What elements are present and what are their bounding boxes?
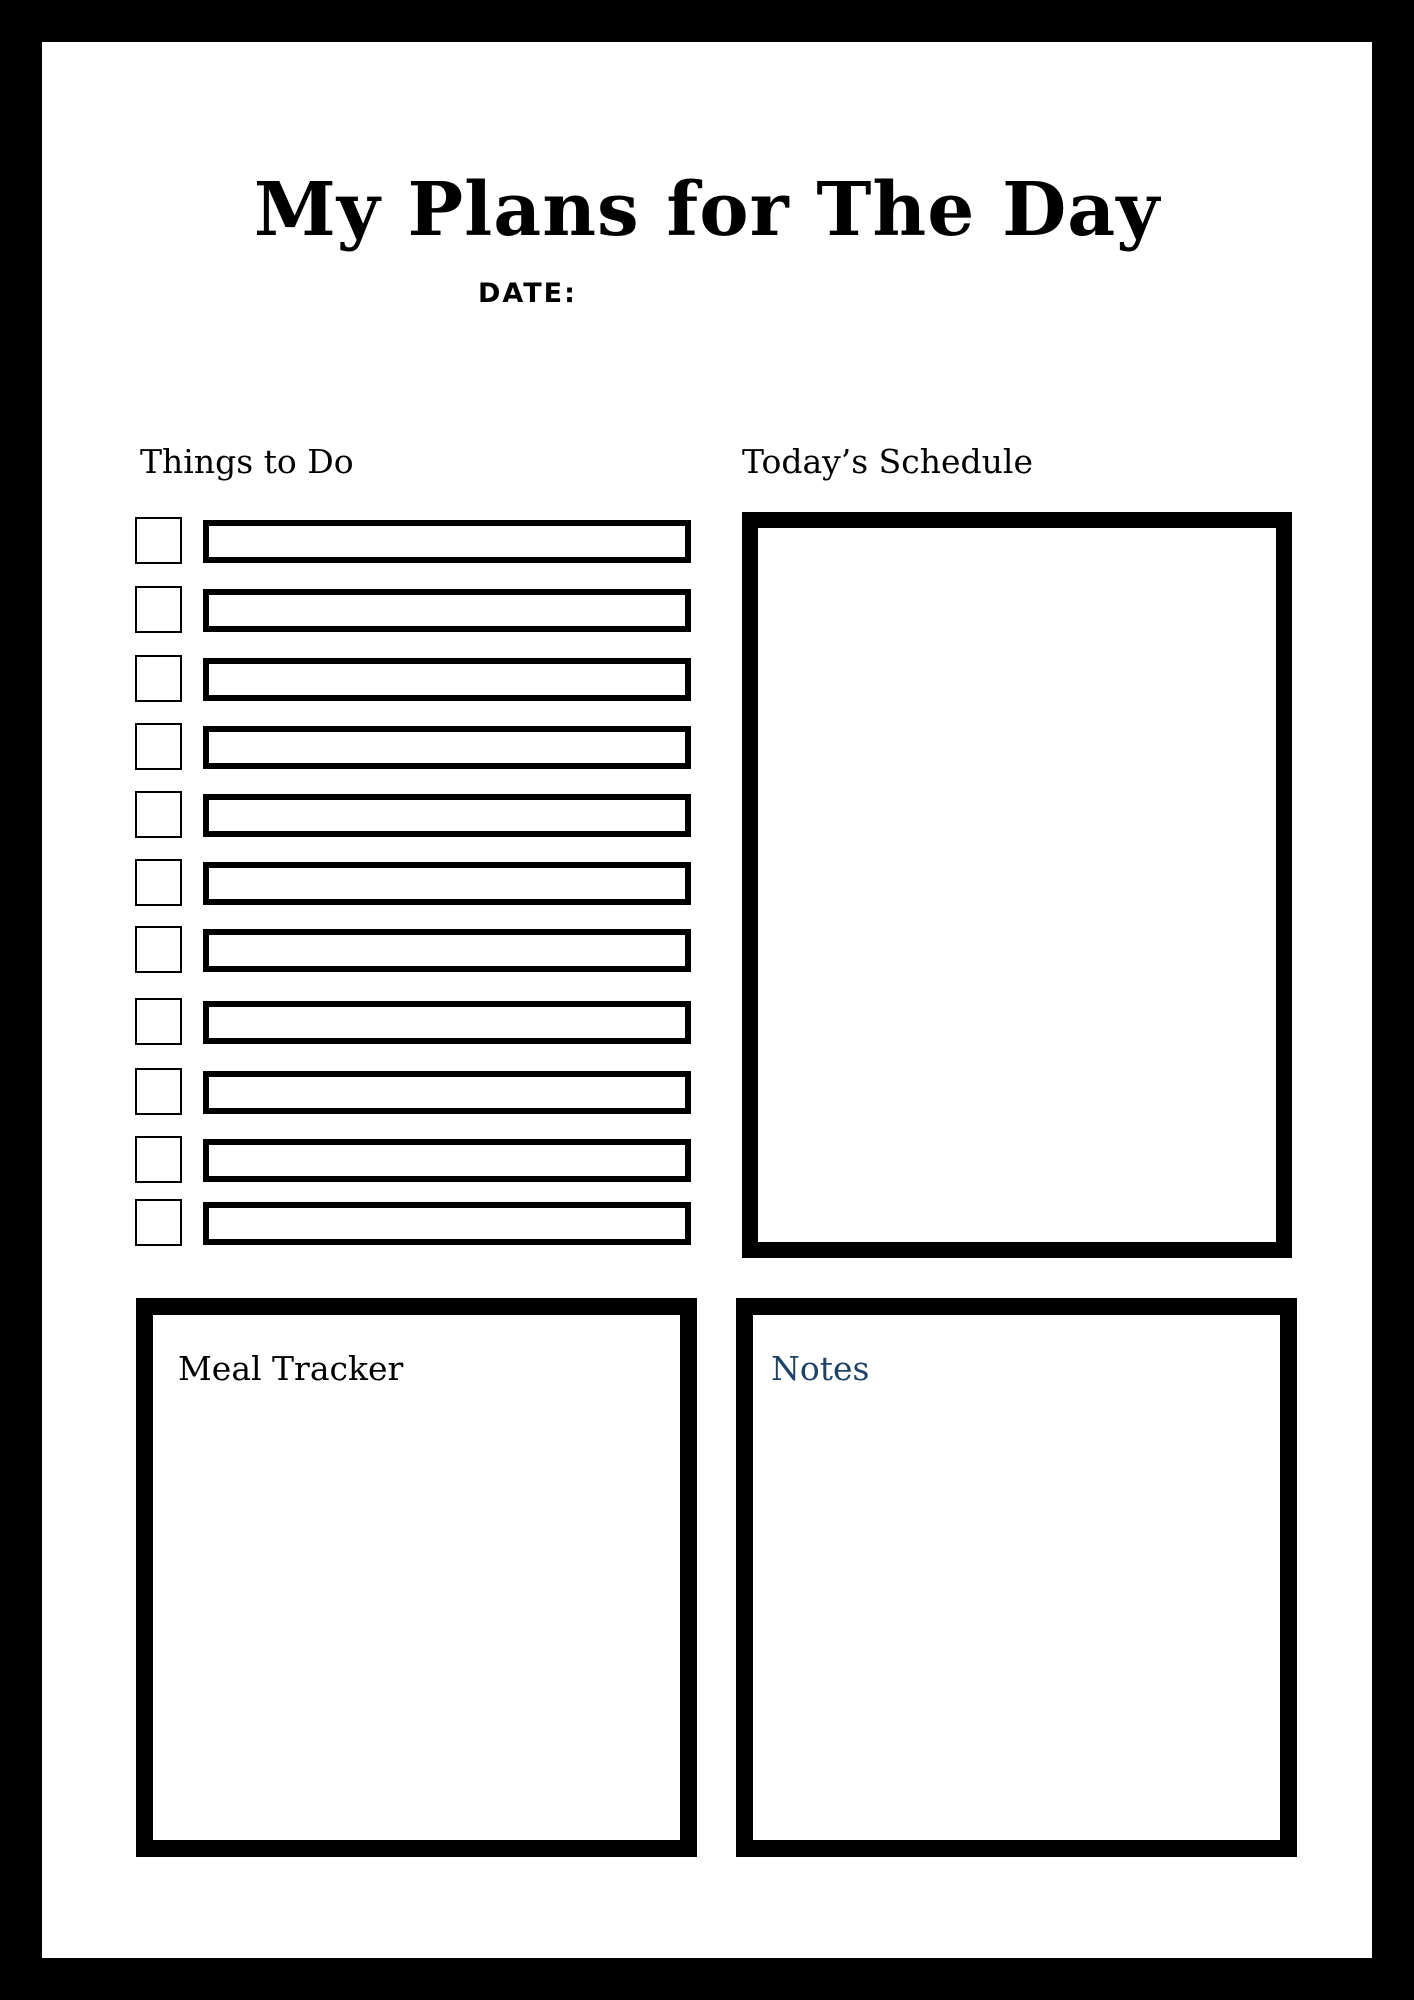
todo-item xyxy=(135,791,695,841)
notes-heading: Notes xyxy=(771,1349,870,1388)
notes-box[interactable] xyxy=(736,1298,1297,1857)
todo-entry-field[interactable] xyxy=(203,929,691,972)
todo-item xyxy=(135,1136,695,1186)
todo-checkbox[interactable] xyxy=(135,1136,182,1183)
todo-entry-field[interactable] xyxy=(203,862,691,905)
todo-entry-field[interactable] xyxy=(203,520,691,563)
todo-entry-field[interactable] xyxy=(203,726,691,769)
todo-entry-field[interactable] xyxy=(203,1001,691,1044)
todo-list xyxy=(135,517,695,1250)
todo-item xyxy=(135,586,695,636)
todo-item xyxy=(135,723,695,773)
meal-tracker-heading: Meal Tracker xyxy=(178,1349,404,1388)
todo-item xyxy=(135,655,695,705)
todo-item xyxy=(135,1199,695,1249)
todo-checkbox[interactable] xyxy=(135,1199,182,1246)
todo-entry-field[interactable] xyxy=(203,1139,691,1182)
todo-entry-field[interactable] xyxy=(203,794,691,837)
todo-checkbox[interactable] xyxy=(135,655,182,702)
meal-tracker-box[interactable] xyxy=(136,1298,697,1857)
todo-entry-field[interactable] xyxy=(203,589,691,632)
schedule-box[interactable] xyxy=(742,512,1292,1258)
todo-entry-field[interactable] xyxy=(203,1071,691,1114)
todo-checkbox[interactable] xyxy=(135,926,182,973)
todo-checkbox[interactable] xyxy=(135,998,182,1045)
page-title: My Plans for The Day xyxy=(253,167,1161,253)
date-label: DATE: xyxy=(478,278,577,309)
todo-checkbox[interactable] xyxy=(135,791,182,838)
todays-schedule-heading: Today’s Schedule xyxy=(742,442,1034,481)
todo-checkbox[interactable] xyxy=(135,859,182,906)
todo-checkbox[interactable] xyxy=(135,586,182,633)
todo-checkbox[interactable] xyxy=(135,1068,182,1115)
todo-entry-field[interactable] xyxy=(203,1202,691,1245)
todo-checkbox[interactable] xyxy=(135,723,182,770)
todo-item xyxy=(135,517,695,567)
todo-item xyxy=(135,998,695,1048)
todo-item xyxy=(135,859,695,909)
todo-item xyxy=(135,926,695,976)
todo-checkbox[interactable] xyxy=(135,517,182,564)
todo-entry-field[interactable] xyxy=(203,658,691,701)
todo-item xyxy=(135,1068,695,1118)
things-to-do-heading: Things to Do xyxy=(140,442,354,481)
